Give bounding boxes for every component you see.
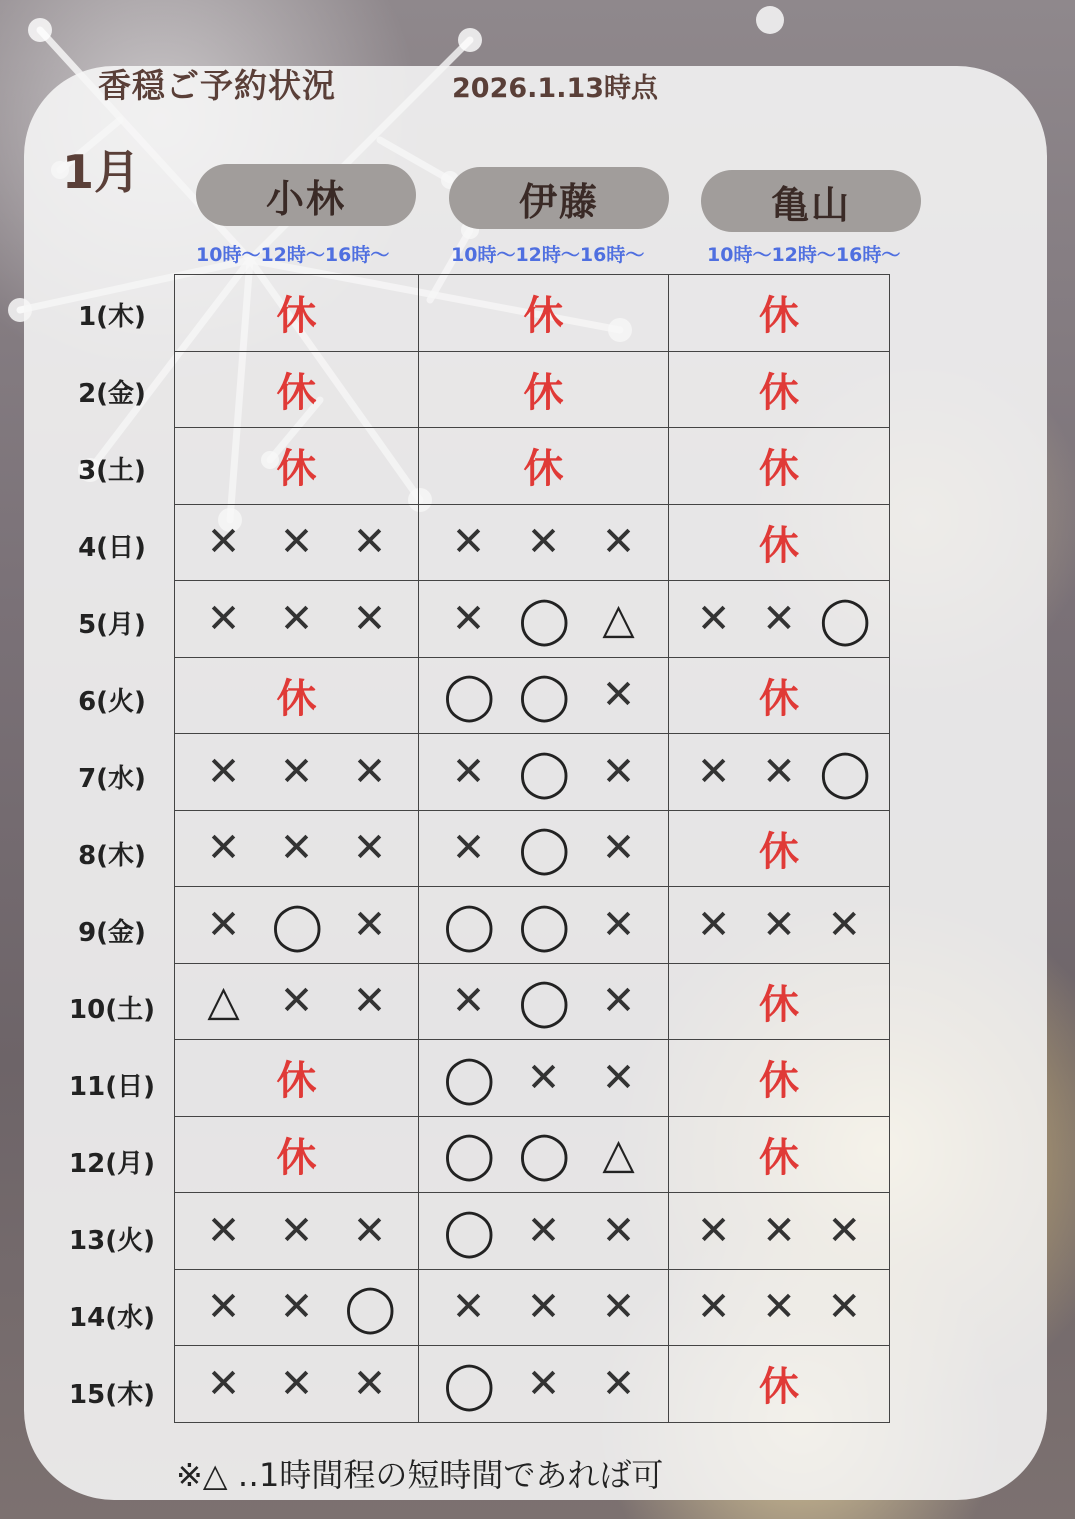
slot-full-mark: ✕ [206, 595, 241, 642]
slot-full-mark: ✕ [827, 901, 862, 948]
slot-full-mark: ✕ [279, 1207, 314, 1254]
table-row [175, 275, 890, 352]
slot-available-mark: ◯ [518, 744, 570, 799]
slot-available-mark: ◯ [443, 1356, 495, 1411]
closed-mark: 休 [759, 369, 799, 416]
schedule-cell [669, 581, 890, 658]
schedule-cell [669, 275, 890, 352]
closed-mark: 休 [523, 369, 564, 416]
slot-full-mark: ✕ [352, 595, 387, 642]
slot-full-mark: ✕ [451, 978, 486, 1025]
footnote: ※△ ‥1時間程の短時間であれば可 [176, 1456, 664, 1494]
staff-header-kameyama: 亀山 [701, 170, 921, 232]
slot-available-mark: ◯ [819, 744, 871, 799]
closed-mark: 休 [276, 1058, 317, 1105]
closed-mark: 休 [523, 293, 564, 340]
slot-full-mark: ✕ [206, 1360, 241, 1407]
slot-group [419, 1346, 668, 1422]
schedule-cell [419, 428, 669, 505]
slot-available-mark: ◯ [443, 897, 495, 952]
table-row [175, 1040, 890, 1117]
table-row [175, 1269, 890, 1346]
day-label: 14(水) [69, 1303, 155, 1333]
slot-full-mark: ✕ [279, 748, 314, 795]
closed-mark: 休 [759, 293, 799, 340]
slot-full-mark: ✕ [206, 748, 241, 795]
slot-full-mark: ✕ [451, 1284, 486, 1331]
slot-full-mark: ✕ [526, 1207, 561, 1254]
table-row [175, 963, 890, 1040]
slot-group [669, 1270, 889, 1346]
slot-full-mark: ✕ [352, 825, 387, 872]
slot-full-mark: ✕ [601, 672, 636, 719]
slot-full-mark: ✕ [352, 748, 387, 795]
schedule-cell [669, 887, 890, 964]
time-slots-ito: 10時〜12時〜16時〜 [451, 244, 645, 266]
slot-group [419, 581, 668, 657]
schedule-cell [175, 1116, 419, 1193]
closed-mark: 休 [276, 293, 317, 340]
table-row [175, 1346, 890, 1423]
slot-full-mark: ✕ [601, 519, 636, 566]
slot-group [175, 505, 418, 581]
closed-mark: 休 [759, 1364, 799, 1411]
table-row [175, 504, 890, 581]
slot-full-mark: ✕ [279, 519, 314, 566]
schedule-cell [669, 428, 890, 505]
slot-full-mark: ✕ [352, 1207, 387, 1254]
slot-group [419, 734, 668, 810]
table-row [175, 887, 890, 964]
slot-group [175, 1346, 418, 1422]
slot-group [175, 811, 418, 887]
slot-available-mark: ◯ [271, 897, 323, 952]
slot-group [175, 1193, 418, 1269]
slot-limited-mark: △ [602, 1129, 635, 1179]
table-row [175, 1193, 890, 1270]
slot-group [669, 734, 889, 810]
day-label: 8(木) [78, 841, 146, 871]
slot-full-mark: ✕ [601, 1360, 636, 1407]
slot-full-mark: ✕ [526, 519, 561, 566]
day-label: 6(火) [78, 687, 146, 717]
slot-full-mark: ✕ [206, 519, 241, 566]
day-label: 9(金) [78, 918, 146, 948]
schedule-cell [175, 887, 419, 964]
slot-full-mark: ✕ [279, 978, 314, 1025]
schedule-cell [669, 810, 890, 887]
slot-group [419, 811, 668, 887]
slot-limited-mark: △ [602, 593, 635, 643]
day-label: 1(木) [78, 302, 146, 332]
day-label: 11(日) [69, 1072, 155, 1102]
slot-full-mark: ✕ [279, 595, 314, 642]
table-row [175, 351, 890, 428]
slot-group [419, 1117, 668, 1193]
schedule-cell [175, 963, 419, 1040]
slot-available-mark: ◯ [518, 974, 570, 1029]
schedule-cell [419, 351, 669, 428]
day-label: 12(月) [69, 1149, 155, 1179]
schedule-cell [419, 657, 669, 734]
day-label: 5(月) [78, 610, 146, 640]
slot-full-mark: ✕ [526, 1284, 561, 1331]
closed-mark: 休 [276, 369, 317, 416]
day-label: 10(土) [69, 995, 155, 1025]
slot-group [419, 964, 668, 1040]
slot-full-mark: ✕ [206, 825, 241, 872]
schedule-cell [419, 1346, 669, 1423]
slot-available-mark: ◯ [518, 821, 570, 876]
slot-available-mark: ◯ [443, 1127, 495, 1182]
slot-group [175, 887, 418, 963]
slot-available-mark: ◯ [443, 1203, 495, 1258]
schedule-table [174, 274, 890, 1423]
day-label: 2(金) [78, 379, 146, 409]
slot-available-mark: ◯ [443, 1050, 495, 1105]
slot-full-mark: ✕ [451, 748, 486, 795]
schedule-cell [419, 1116, 669, 1193]
slot-group [419, 1040, 668, 1116]
closed-mark: 休 [276, 446, 317, 493]
schedule-cell [419, 1269, 669, 1346]
slot-full-mark: ✕ [827, 1207, 862, 1254]
slot-group [419, 505, 668, 581]
slot-full-mark: ✕ [206, 901, 241, 948]
slot-full-mark: ✕ [601, 978, 636, 1025]
page-title: 香穏ご予約状況 [98, 66, 336, 105]
slot-full-mark: ✕ [762, 1207, 796, 1254]
slot-available-mark: ◯ [518, 897, 570, 952]
closed-mark: 休 [759, 675, 799, 722]
table-row [175, 581, 890, 658]
slot-full-mark: ✕ [279, 1284, 314, 1331]
schedule-cell [669, 1116, 890, 1193]
slot-limited-mark: △ [207, 976, 240, 1026]
schedule-cell [175, 428, 419, 505]
slot-group [419, 1270, 668, 1346]
slot-group [175, 1270, 418, 1346]
slot-full-mark: ✕ [601, 1284, 636, 1331]
slot-available-mark: ◯ [518, 1127, 570, 1182]
schedule-cell [175, 1269, 419, 1346]
slot-group [175, 581, 418, 657]
slot-full-mark: ✕ [601, 1054, 636, 1101]
slot-group [175, 964, 418, 1040]
schedule-cell [419, 581, 669, 658]
schedule-cell [669, 963, 890, 1040]
slot-full-mark: ✕ [451, 825, 486, 872]
closed-mark: 休 [276, 1134, 317, 1181]
table-row [175, 1116, 890, 1193]
closed-mark: 休 [759, 522, 799, 569]
slot-full-mark: ✕ [762, 901, 796, 948]
schedule-cell [175, 734, 419, 811]
slot-full-mark: ✕ [451, 595, 486, 642]
slot-full-mark: ✕ [696, 1284, 731, 1331]
slot-available-mark: ◯ [344, 1280, 396, 1335]
slot-full-mark: ✕ [696, 901, 731, 948]
closed-mark: 休 [759, 446, 799, 493]
schedule-cell [419, 963, 669, 1040]
schedule-cell [669, 734, 890, 811]
schedule-cell [175, 504, 419, 581]
slot-full-mark: ✕ [601, 901, 636, 948]
closed-mark: 休 [276, 675, 317, 722]
month-label: 1月 [62, 145, 141, 199]
slot-group [175, 734, 418, 810]
slot-full-mark: ✕ [601, 825, 636, 872]
slot-full-mark: ✕ [279, 825, 314, 872]
timestamp: 2026.1.13時点 [452, 73, 659, 104]
slot-group [419, 658, 668, 734]
schedule-cell [175, 581, 419, 658]
slot-full-mark: ✕ [352, 978, 387, 1025]
slot-group [669, 581, 889, 657]
slot-full-mark: ✕ [352, 901, 387, 948]
schedule-cell [669, 1269, 890, 1346]
closed-mark: 休 [759, 1058, 799, 1105]
slot-group [419, 887, 668, 963]
day-label: 4(日) [78, 533, 146, 563]
day-label: 13(火) [69, 1226, 155, 1256]
slot-available-mark: ◯ [819, 591, 871, 646]
slot-full-mark: ✕ [526, 1360, 561, 1407]
staff-header-ito: 伊藤 [449, 167, 669, 229]
schedule-cell [175, 657, 419, 734]
schedule-cell [419, 275, 669, 352]
schedule-cell [669, 504, 890, 581]
table-row [175, 810, 890, 887]
slot-available-mark: ◯ [518, 668, 570, 723]
slot-full-mark: ✕ [827, 1284, 862, 1331]
closed-mark: 休 [523, 446, 564, 493]
schedule-cell [669, 1040, 890, 1117]
slot-full-mark: ✕ [601, 1207, 636, 1254]
staff-header-kobayashi: 小林 [196, 164, 416, 226]
slot-full-mark: ✕ [762, 595, 796, 642]
schedule-cell [669, 657, 890, 734]
slot-full-mark: ✕ [696, 748, 731, 795]
schedule-cell [419, 734, 669, 811]
slot-full-mark: ✕ [526, 1054, 561, 1101]
slot-group [669, 887, 889, 963]
slot-group [419, 1193, 668, 1269]
closed-mark: 休 [759, 1134, 799, 1181]
slot-available-mark: ◯ [518, 591, 570, 646]
time-slots-kobayashi: 10時〜12時〜16時〜 [196, 244, 390, 266]
closed-mark: 休 [759, 828, 799, 875]
schedule-cell [419, 887, 669, 964]
day-label: 7(水) [78, 764, 146, 794]
schedule-cell [175, 351, 419, 428]
schedule-cell [669, 1193, 890, 1270]
slot-full-mark: ✕ [762, 1284, 796, 1331]
slot-full-mark: ✕ [696, 1207, 731, 1254]
schedule-cell [175, 810, 419, 887]
schedule-cell [175, 1193, 419, 1270]
schedule-cell [669, 1346, 890, 1423]
schedule-cell [669, 351, 890, 428]
table-row [175, 428, 890, 505]
slot-full-mark: ✕ [352, 1360, 387, 1407]
slot-full-mark: ✕ [696, 595, 731, 642]
slot-group [669, 1193, 889, 1269]
slot-full-mark: ✕ [451, 519, 486, 566]
schedule-cell [419, 1193, 669, 1270]
closed-mark: 休 [759, 981, 799, 1028]
schedule-cell [175, 1040, 419, 1117]
table-row [175, 657, 890, 734]
day-label: 15(木) [69, 1380, 155, 1410]
slot-full-mark: ✕ [279, 1360, 314, 1407]
schedule-cell [419, 504, 669, 581]
slot-available-mark: ◯ [443, 668, 495, 723]
schedule-cell [419, 1040, 669, 1117]
schedule-cell [419, 810, 669, 887]
slot-full-mark: ✕ [762, 748, 796, 795]
slot-full-mark: ✕ [352, 519, 387, 566]
table-row [175, 734, 890, 811]
day-label: 3(土) [78, 456, 146, 486]
slot-full-mark: ✕ [206, 1207, 241, 1254]
schedule-cell [175, 1346, 419, 1423]
time-slots-kameyama: 10時〜12時〜16時〜 [707, 244, 901, 266]
slot-full-mark: ✕ [601, 748, 636, 795]
schedule-cell [175, 275, 419, 352]
slot-full-mark: ✕ [206, 1284, 241, 1331]
